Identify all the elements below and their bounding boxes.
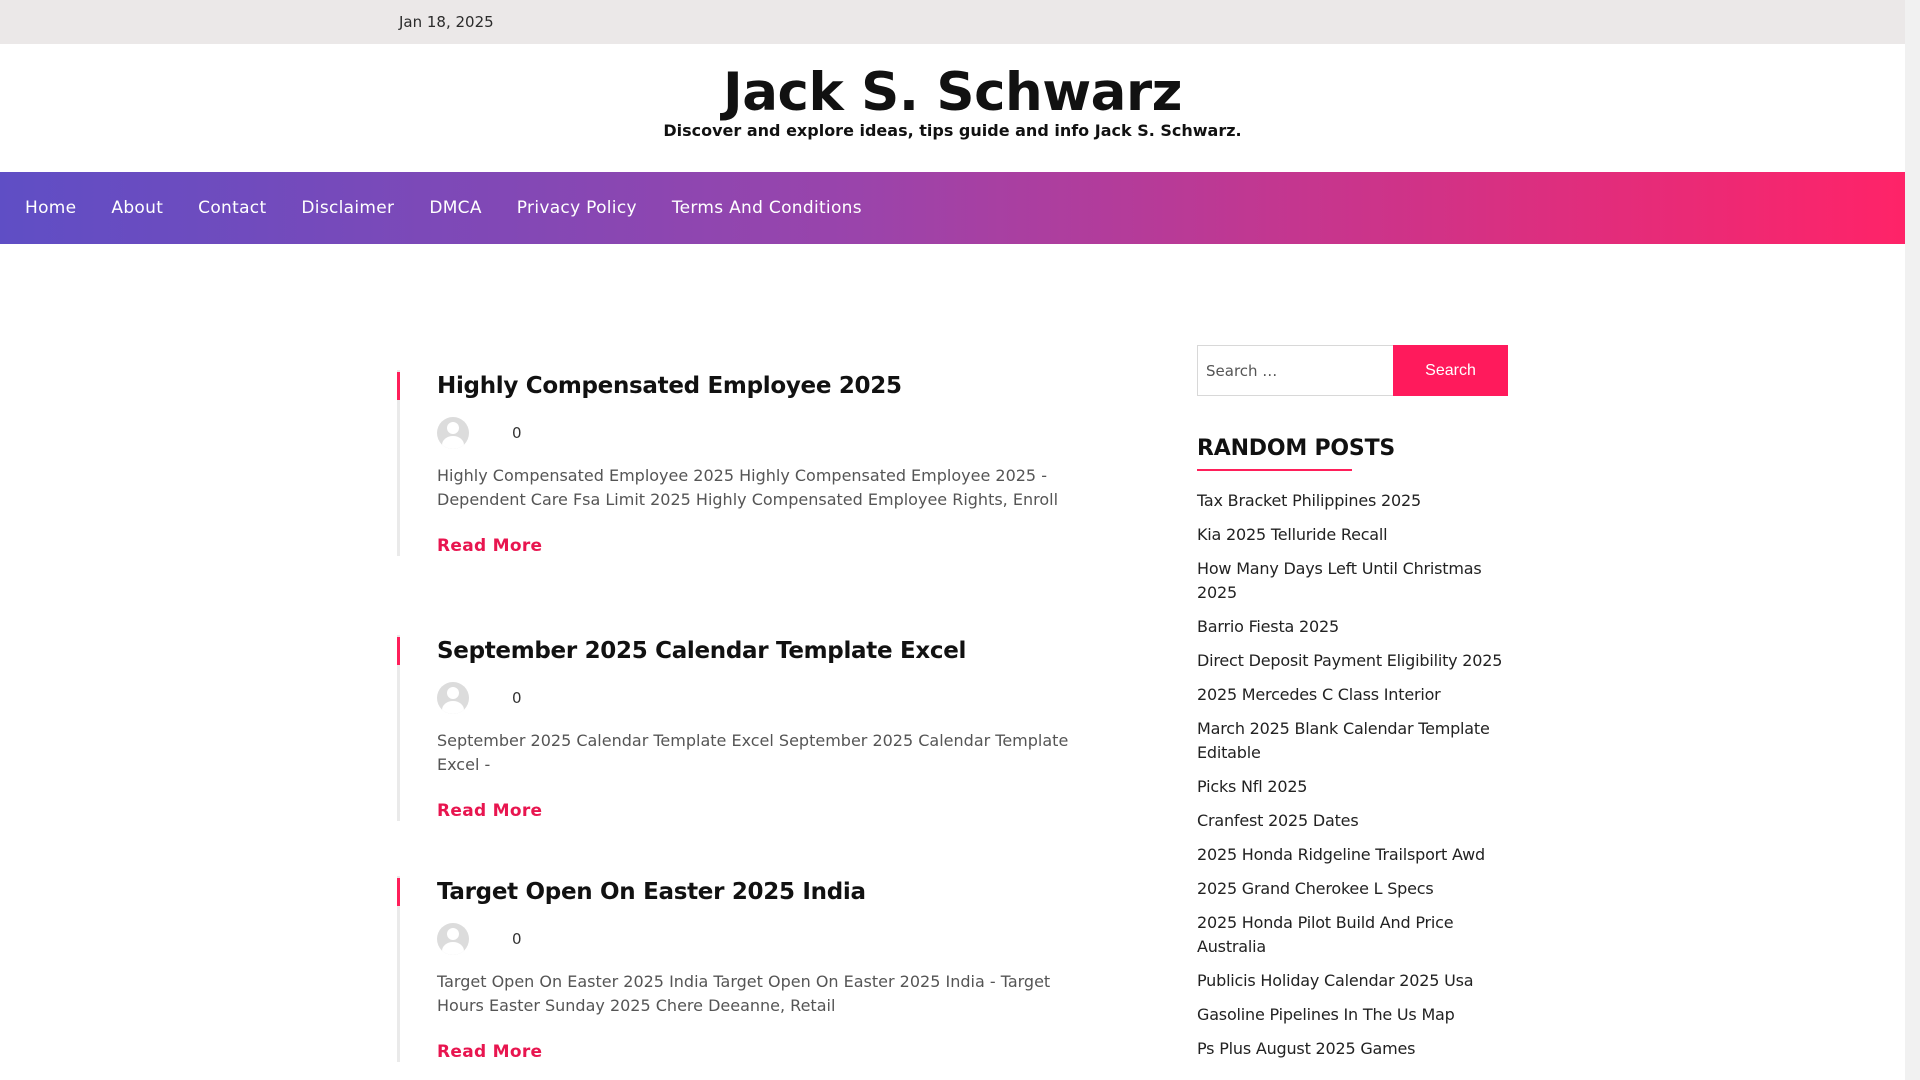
list-item [1197,717,1508,765]
list-item [1197,523,1508,547]
search-input[interactable] [1197,345,1393,396]
post-card [397,370,1097,556]
list-item [1197,775,1508,799]
random-post-link[interactable]: Picks Nfl 2025 [1197,777,1308,796]
list-item [1197,489,1508,513]
search-button[interactable]: Search [1393,345,1508,396]
post-excerpt: Highly Compensated Employee 2025 Highly Compensated Employee 2025 - Dependent Care Fsa Limit 2025 Highly Compensated Employee Rights, Enroll [437,466,1059,509]
post-excerpt: Target Open On Easter 2025 India Target Open On Easter 2025 India - Target Hours Easter Sunday 2025 Chere Deeanne, Retail [437,972,1051,1015]
site-header [0,44,1905,172]
comment-count[interactable]: 0 [512,930,522,948]
list-item [1197,969,1508,993]
random-post-link[interactable]: Ps Plus August 2025 Games [1197,1039,1416,1058]
random-post-link[interactable]: 2025 Mercedes C Class Interior [1197,685,1441,704]
page-scrollbar[interactable] [1905,0,1920,1080]
nav-item-home[interactable]: Home [25,198,77,218]
post-title[interactable]: Highly Compensated Employee 2025 [437,373,902,399]
random-post-link[interactable]: 2025 Honda Pilot Build And Price Australia [1197,913,1454,956]
current-date: Jan 18, 2025 [399,13,494,31]
list-item [1197,557,1508,605]
random-post-link[interactable]: Direct Deposit Payment Eligibility 2025 [1197,651,1503,670]
post-excerpt: September 2025 Calendar Template Excel September 2025 Calendar Template Excel - [437,731,1069,774]
random-post-link[interactable]: March 2025 Blank Calendar Template Editable [1197,719,1490,762]
list-item [1197,649,1508,673]
nav-item-contact[interactable]: Contact [198,198,267,218]
post-card [397,876,1097,1062]
list-item [1197,877,1508,901]
list-item [1197,683,1508,707]
post-meta [437,923,1097,955]
nav-item-disclaimer[interactable]: Disclaimer [301,198,395,218]
random-post-link[interactable]: 2025 Grand Cherokee L Specs [1197,879,1434,898]
author-avatar[interactable] [437,923,469,955]
post-card [397,635,1097,821]
list-item [1197,1003,1508,1027]
random-post-link[interactable]: 2025 Honda Ridgeline Trailsport Awd [1197,845,1485,864]
site-title[interactable]: Jack S. Schwarz [723,62,1182,123]
list-item [1197,809,1508,833]
post-meta [437,417,1097,449]
post-title[interactable]: September 2025 Calendar Template Excel [437,638,967,664]
list-item [1197,1037,1508,1061]
random-posts-title: RANDOM POSTS [1197,436,1508,471]
site-description: Discover and explore ideas, tips guide and info Jack S. Schwarz. [663,121,1242,140]
random-post-link[interactable]: How Many Days Left Until Christmas 2025 [1197,559,1482,602]
random-post-link[interactable]: Gasoline Pipelines In The Us Map [1197,1005,1455,1024]
sidebar [1197,345,1508,1071]
random-post-link[interactable]: Publicis Holiday Calendar 2025 Usa [1197,971,1474,990]
author-avatar[interactable] [437,682,469,714]
comment-count[interactable]: 0 [512,689,522,707]
list-item [1197,843,1508,867]
author-avatar[interactable] [437,417,469,449]
nav-item-privacy-policy[interactable]: Privacy Policy [516,198,637,218]
nav-item-about[interactable]: About [111,198,164,218]
nav-item-terms-and-conditions[interactable]: Terms And Conditions [671,198,862,218]
main-navigation [0,172,1905,244]
random-posts-list [1197,489,1508,1061]
top-bar [0,0,1905,44]
read-more-link[interactable]: Read More [437,801,543,821]
search-form [1197,345,1508,396]
comment-count[interactable]: 0 [512,424,522,442]
random-post-link[interactable]: Cranfest 2025 Dates [1197,811,1359,830]
random-post-link[interactable]: Tax Bracket Philippines 2025 [1197,491,1421,510]
post-title[interactable]: Target Open On Easter 2025 India [437,879,866,905]
nav-item-dmca[interactable]: DMCA [429,198,482,218]
random-post-link[interactable]: Barrio Fiesta 2025 [1197,617,1339,636]
random-post-link[interactable]: Kia 2025 Telluride Recall [1197,525,1388,544]
post-meta [437,682,1097,714]
read-more-link[interactable]: Read More [437,1042,543,1062]
list-item [1197,615,1508,639]
list-item [1197,911,1508,959]
read-more-link[interactable]: Read More [437,536,543,556]
